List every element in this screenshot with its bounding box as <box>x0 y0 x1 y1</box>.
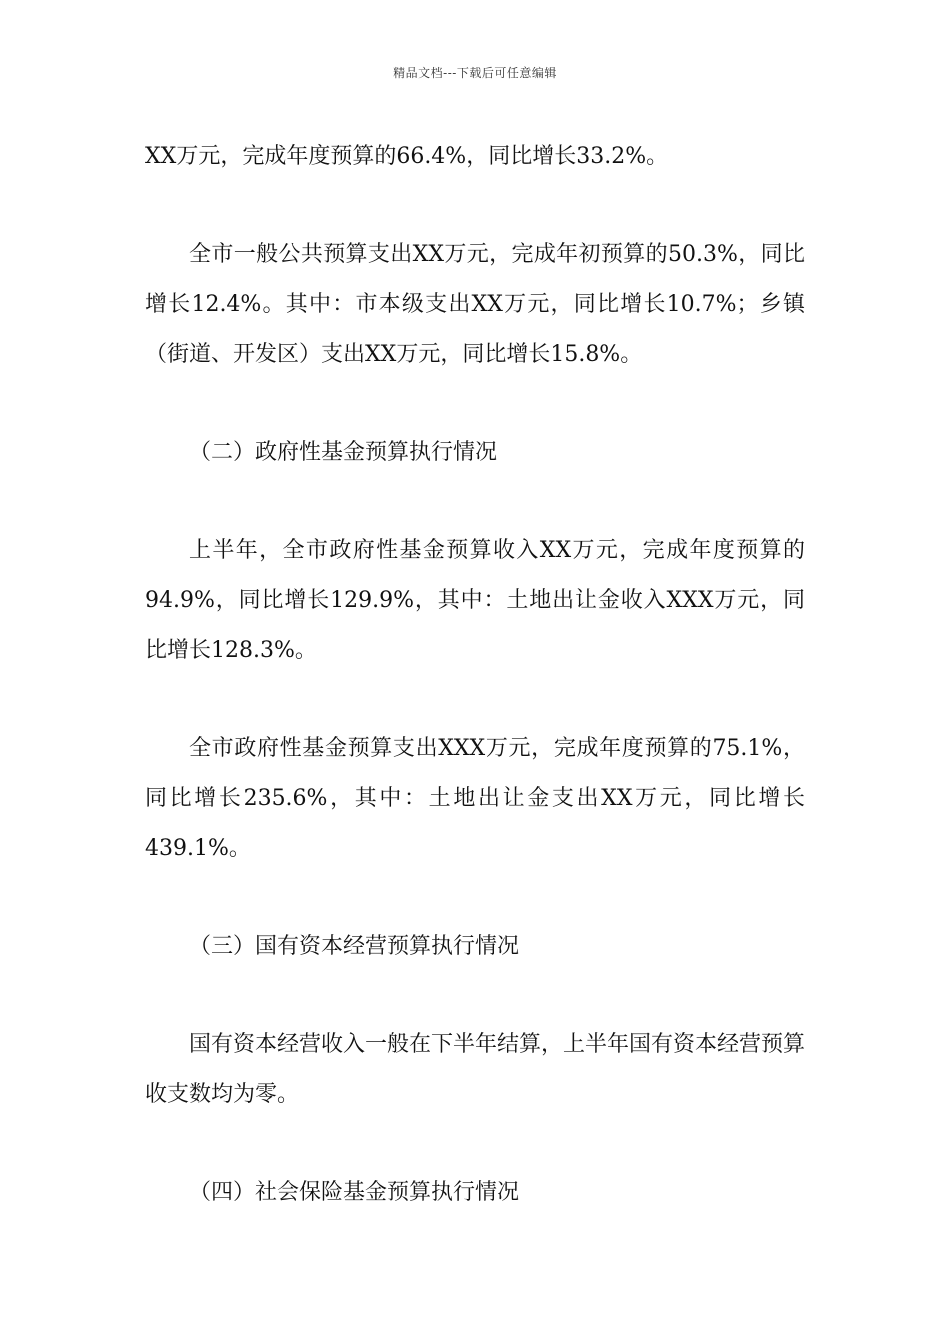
section-heading-2: （二）政府性基金预算执行情况 <box>189 440 498 465</box>
section-heading-3: （三）国有资本经营预算执行情况 <box>189 934 520 959</box>
paragraph-continuation: XX万元，完成年度预算的66.4%，同比增长33.2%。 <box>145 144 669 169</box>
section-heading-4: （四）社会保险基金预算执行情况 <box>189 1180 520 1205</box>
paragraph-fund-expenditure: 全市政府性基金预算支出XXX万元，完成年度预算的75.1%，同比增长235.6%，其中：土地出让金支出XX万元，同比增长439.1%。 <box>145 736 805 861</box>
page-header: 精品文档---下载后可任意编辑 <box>393 66 557 80</box>
paragraph-public-expenditure: 全市一般公共预算支出XX万元，完成年初预算的50.3%，同比增长12.4%。其中：市本级支出XX万元，同比增长10.7%；乡镇（街道、开发区）支出XX万元，同比增长15.8%。 <box>145 242 805 367</box>
document-body <box>145 132 805 1218</box>
paragraph-fund-revenue: 上半年，全市政府性基金预算收入XX万元，完成年度预算的94.9%，同比增长129.9%，其中：土地出让金收入XXX万元，同比增长128.3%。 <box>145 538 805 663</box>
paragraph-state-capital: 国有资本经营收入一般在下半年结算，上半年国有资本经营预算收支数均为零。 <box>145 1032 806 1107</box>
